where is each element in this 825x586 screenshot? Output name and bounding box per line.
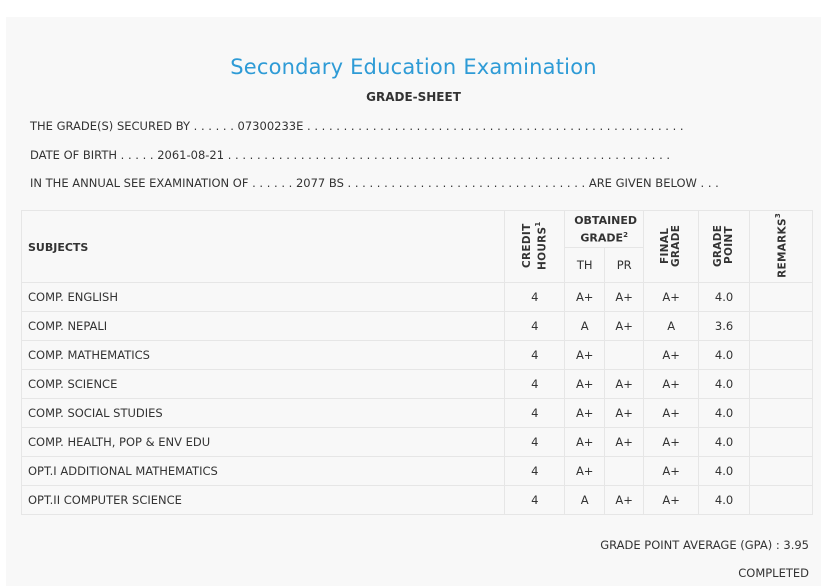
remarks xyxy=(750,312,813,341)
grade-th: A+ xyxy=(565,428,605,457)
grade-th: A xyxy=(565,486,605,515)
remarks xyxy=(750,399,813,428)
header-th: TH xyxy=(565,248,605,283)
grade-pr: A+ xyxy=(605,283,644,312)
subject-name: COMP. MATHEMATICS xyxy=(22,341,505,370)
remarks xyxy=(750,428,813,457)
table-row xyxy=(22,283,813,312)
grade-th: A+ xyxy=(565,341,605,370)
table-row xyxy=(22,341,813,370)
final-grade: A+ xyxy=(644,428,699,457)
header-remarks: REMARKS$^3$ xyxy=(750,211,813,283)
header-grade-point: GRADE POINT xyxy=(699,211,750,283)
exam-label: IN THE ANNUAL SEE EXAMINATION OF xyxy=(30,176,249,190)
final-grade: A xyxy=(644,312,699,341)
symbol-number: 07300233E xyxy=(237,119,304,133)
grade-pr: A+ xyxy=(605,399,644,428)
subject-name: COMP. ENGLISH xyxy=(22,283,505,312)
credit-hours: 4 xyxy=(505,428,565,457)
grade-th: A+ xyxy=(565,370,605,399)
subject-name: OPT.II COMPUTER SCIENCE xyxy=(22,486,505,515)
credit-hours: 4 xyxy=(505,486,565,515)
grade-pr xyxy=(605,457,644,486)
secured-by-label: THE GRADE(S) SECURED BY xyxy=(30,119,191,133)
credit-hours: 4 xyxy=(505,283,565,312)
credit-hours: 4 xyxy=(505,457,565,486)
header-credit-hours: CREDIT HOURS$^1$ xyxy=(505,211,565,283)
grade-point: 4.0 xyxy=(699,428,750,457)
final-grade: A+ xyxy=(644,283,699,312)
remarks xyxy=(750,341,813,370)
exam-suffix: ARE GIVEN BELOW xyxy=(588,176,697,190)
header-obtained-grade: OBTAINED GRADE$^2$ xyxy=(565,211,644,248)
grade-pr: A+ xyxy=(605,370,644,399)
grade-pr: A+ xyxy=(605,486,644,515)
remarks xyxy=(750,486,813,515)
dob-label: DATE OF BIRTH xyxy=(30,148,118,162)
table-row xyxy=(22,399,813,428)
grade-point: 3.6 xyxy=(699,312,750,341)
subject-name: OPT.I ADDITIONAL MATHEMATICS xyxy=(22,457,505,486)
table-row xyxy=(22,428,813,457)
subject-name: COMP. SOCIAL STUDIES xyxy=(22,399,505,428)
subject-name: COMP. SCIENCE xyxy=(22,370,505,399)
page-subtitle: GRADE-SHEET xyxy=(366,90,461,104)
grade-th: A xyxy=(565,312,605,341)
grade-th: A+ xyxy=(565,457,605,486)
dob-value: 2061-08-21 xyxy=(157,148,225,162)
gpa-value: 3.95 xyxy=(783,538,809,552)
dob-line: DATE OF BIRTH . . . . . 2061-08-21 . . . . . . . . . . . . . . . . . . . . . . . . . . . . . . . . . . . . . . . . . . . . . . . . . . . . . . . . . . . . . xyxy=(30,148,671,162)
final-grade: A+ xyxy=(644,341,699,370)
exam-line: IN THE ANNUAL SEE EXAMINATION OF . . . . . . 2077 BS . . . . . . . . . . . . . . . . . . . . . . . . . . . . . . . . . ARE GIVEN BELOW . . . xyxy=(30,176,719,190)
remarks xyxy=(750,370,813,399)
grade-pr: A+ xyxy=(605,428,644,457)
final-grade: A+ xyxy=(644,370,699,399)
status-text: COMPLETED xyxy=(738,566,809,580)
secured-by-line: THE GRADE(S) SECURED BY . . . . . . 07300233E . . . . . . . . . . . . . . . . . . . . . . . . . . . . . . . . . . . . . . . . . . . . . . . . . . . . xyxy=(30,119,684,133)
final-grade: A+ xyxy=(644,486,699,515)
gpa-label: GRADE POINT AVERAGE (GPA) : xyxy=(600,538,780,552)
table-row xyxy=(22,457,813,486)
remarks xyxy=(750,283,813,312)
grade-th: A+ xyxy=(565,399,605,428)
grade-th: A+ xyxy=(565,283,605,312)
header-pr: PR xyxy=(605,248,644,283)
page-title: Secondary Education Examination xyxy=(230,55,597,79)
grade-point: 4.0 xyxy=(699,341,750,370)
table-row xyxy=(22,370,813,399)
credit-hours: 4 xyxy=(505,399,565,428)
grade-point: 4.0 xyxy=(699,370,750,399)
credit-hours: 4 xyxy=(505,312,565,341)
credit-hours: 4 xyxy=(505,370,565,399)
table-row xyxy=(22,486,813,515)
final-grade: A+ xyxy=(644,399,699,428)
table-row xyxy=(22,312,813,341)
grades-table xyxy=(21,210,813,515)
header-final-grade: FINAL GRADE xyxy=(644,211,699,283)
grade-point: 4.0 xyxy=(699,486,750,515)
credit-hours: 4 xyxy=(505,341,565,370)
grade-point: 4.0 xyxy=(699,399,750,428)
exam-year: 2077 BS xyxy=(295,176,344,190)
remarks xyxy=(750,457,813,486)
grade-pr: A+ xyxy=(605,312,644,341)
grade-point: 4.0 xyxy=(699,457,750,486)
grade-pr xyxy=(605,341,644,370)
grade-sheet-panel xyxy=(6,17,821,586)
gpa-summary xyxy=(600,538,809,552)
final-grade: A+ xyxy=(644,457,699,486)
subject-name: COMP. NEPALI xyxy=(22,312,505,341)
subject-name: COMP. HEALTH, POP & ENV EDU xyxy=(22,428,505,457)
grade-point: 4.0 xyxy=(699,283,750,312)
header-subjects: SUBJECTS xyxy=(22,211,505,283)
